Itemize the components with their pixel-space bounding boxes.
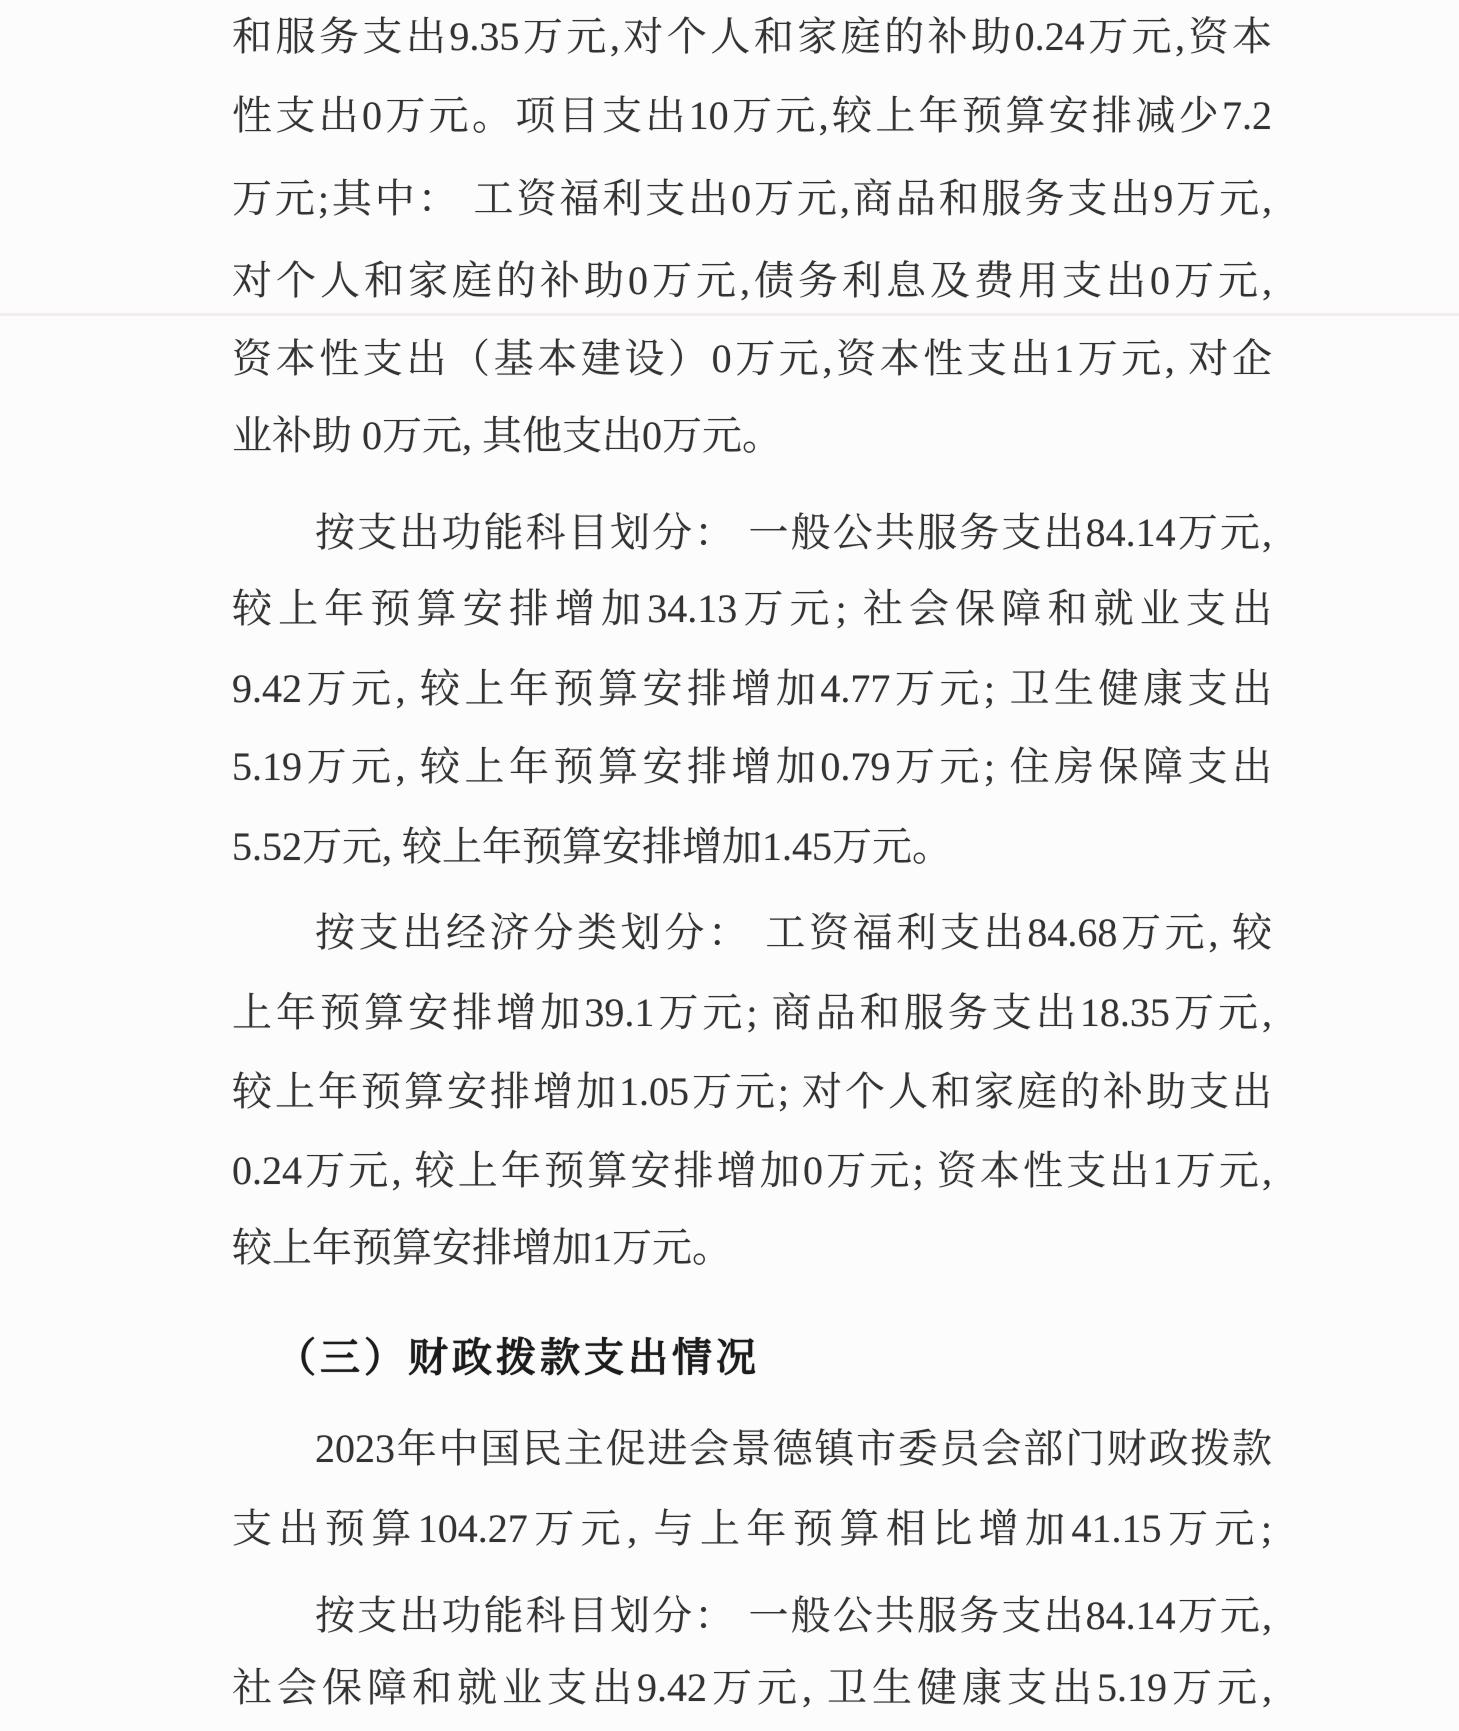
text-line: 5.52万元, 较上年预算安排增加1.45万元。 (232, 824, 952, 869)
text-line: 5.19万元, 较上年预算安排增加0.79万元; 住房保障支出 (232, 744, 1272, 789)
text-line: 对个人和家庭的补助0万元,债务利息及费用支出0万元, (232, 258, 1272, 303)
text-line: 上年预算安排增加39.1万元; 商品和服务支出18.35万元, (232, 990, 1272, 1035)
text-line: 社会保障和就业支出9.42万元, 卫生健康支出5.19万元, (232, 1665, 1272, 1710)
text-line: 较上年预算安排增加1.05万元; 对个人和家庭的补助支出 (232, 1069, 1272, 1114)
text-line: 业补助 0万元, 其他支出0万元。 (232, 413, 782, 458)
text-line: 按支出功能科目划分： 一般公共服务支出84.14万元, (315, 1593, 1272, 1638)
text-line: 资本性支出（基本建设）0万元,资本性支出1万元, 对企 (232, 336, 1272, 381)
text-line: 较上年预算安排增加34.13万元; 社会保障和就业支出 (232, 586, 1272, 631)
text-line: 支出预算104.27万元, 与上年预算相比增加41.15万元; (232, 1506, 1272, 1551)
text-line: 按支出功能科目划分： 一般公共服务支出84.14万元, (315, 510, 1272, 555)
scan-artifact-line (0, 313, 1459, 316)
text-line: 2023年中国民主促进会景德镇市委员会部门财政拨款 (315, 1426, 1272, 1471)
section-heading: （三）财政拨款支出情况 (276, 1335, 760, 1380)
text-line: 和服务支出9.35万元,对个人和家庭的补助0.24万元,资本 (232, 14, 1272, 59)
text-line: 9.42万元, 较上年预算安排增加4.77万元; 卫生健康支出 (232, 666, 1272, 711)
text-line: 较上年预算安排增加1万元。 (232, 1225, 732, 1270)
text-line: 按支出经济分类划分： 工资福利支出84.68万元, 较 (315, 910, 1272, 955)
text-line: 万元;其中： 工资福利支出0万元,商品和服务支出9万元, (232, 176, 1272, 221)
text-line: 性支出0万元。项目支出10万元,较上年预算安排减少7.2 (232, 93, 1272, 138)
text-line: 0.24万元, 较上年预算安排增加0万元; 资本性支出1万元, (232, 1148, 1272, 1193)
